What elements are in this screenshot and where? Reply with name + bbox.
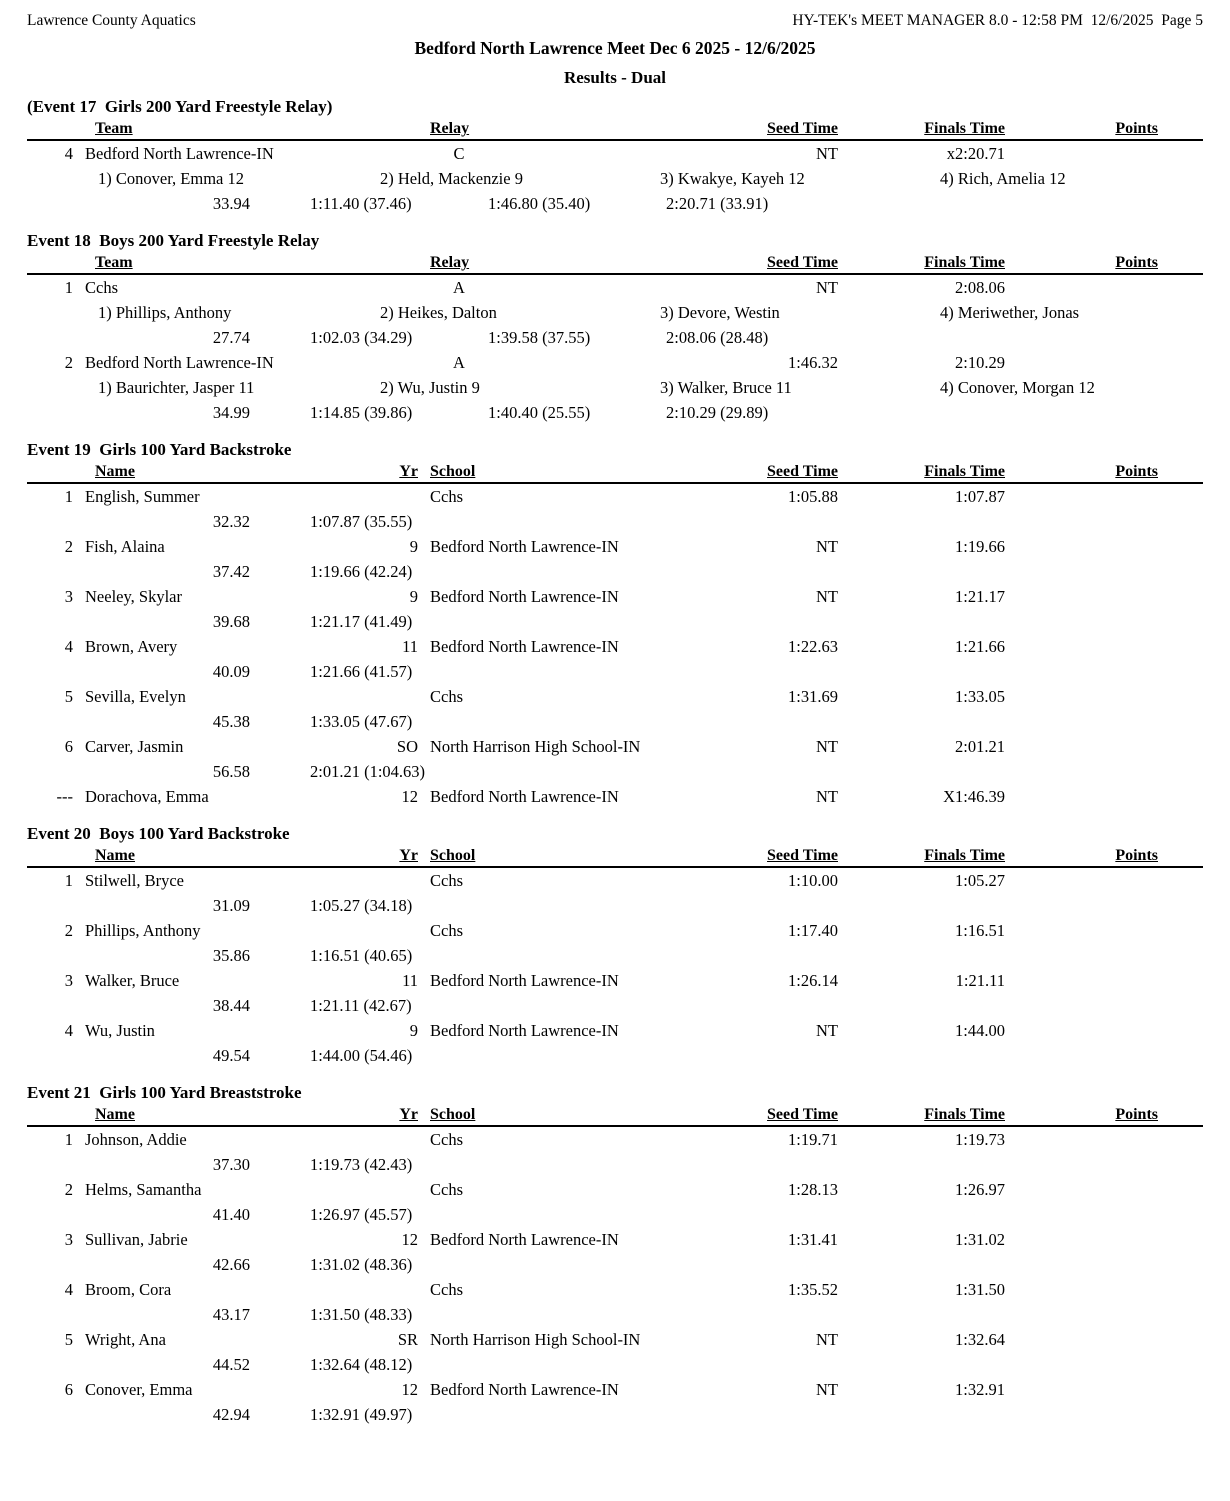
place: 1: [64, 871, 73, 890]
relay-swimmer: 1) Phillips, Anthony: [98, 303, 232, 322]
relay-swimmer: 4) Rich, Amelia 12: [940, 169, 1066, 188]
seed-time: NT: [816, 1380, 838, 1399]
result-row: [27, 484, 1203, 509]
result-row: [27, 868, 1203, 893]
school: North Harrison High School-IN: [430, 1330, 641, 1349]
finals-time: X1:46.39: [943, 787, 1005, 806]
relay-swimmer: 4) Meriwether, Jonas: [940, 303, 1080, 322]
place: 4: [64, 144, 73, 163]
seed-time: NT: [816, 144, 838, 163]
finals-time: 1:33.05: [955, 687, 1005, 706]
event-section: [27, 440, 1203, 809]
split-time: 2:10.29 (29.89): [666, 403, 769, 422]
col-header-points: Points: [1115, 1106, 1158, 1123]
col-header-points: Points: [1115, 254, 1158, 271]
year: 9: [409, 1021, 418, 1040]
school: Bedford North Lawrence-IN: [430, 1021, 619, 1040]
col-header-points: Points: [1115, 847, 1158, 864]
swimmer-name: Helms, Samantha: [85, 1180, 202, 1199]
event-section: [27, 1083, 1203, 1427]
seed-time: NT: [816, 737, 838, 756]
swimmer-name: Walker, Bruce: [85, 971, 180, 990]
split-time: 49.54: [212, 1046, 250, 1065]
result-row: [27, 1177, 1203, 1202]
col-header-team: Team: [95, 120, 133, 137]
place: 2: [64, 1180, 73, 1199]
report-generator-info: HY-TEK's MEET MANAGER 8.0 - 12:58 PM 12/6/2025 Page 5: [792, 12, 1203, 29]
place: 6: [64, 1380, 73, 1399]
split-time: 2:20.71 (33.91): [666, 194, 769, 213]
relay-swimmer: 2) Held, Mackenzie 9: [380, 169, 523, 188]
split-time: 1:19.73 (42.43): [310, 1155, 413, 1174]
seed-time: 1:46.32: [788, 353, 838, 372]
relay-swimmer: 1) Conover, Emma 12: [98, 169, 244, 188]
finals-time: 2:01.21: [955, 737, 1005, 756]
split-time: 1:07.87 (35.55): [310, 512, 413, 531]
year: 12: [401, 1230, 418, 1249]
finals-time: 1:44.00: [955, 1021, 1005, 1040]
splits-row: [27, 1202, 1203, 1227]
swimmer-name: Wright, Ana: [85, 1330, 166, 1349]
col-header-name: Name: [95, 463, 135, 480]
split-time: 37.30: [212, 1155, 250, 1174]
seed-time: NT: [816, 787, 838, 806]
split-time: 40.09: [212, 662, 250, 681]
column-header-row: [27, 117, 1203, 141]
result-row: [27, 1227, 1203, 1252]
finals-time: 1:19.66: [955, 537, 1005, 556]
relay-result-row: [27, 350, 1203, 375]
splits-row: [27, 943, 1203, 968]
finals-time: 1:31.02: [955, 1230, 1005, 1249]
place: 1: [64, 487, 73, 506]
place: 2: [64, 353, 73, 372]
relay-swimmer: 2) Heikes, Dalton: [380, 303, 497, 322]
place: 3: [64, 971, 73, 990]
finals-time: 2:10.29: [955, 353, 1005, 372]
team-name: Bedford North Lawrence-IN: [85, 144, 274, 163]
seed-time: 1:26.14: [788, 971, 838, 990]
split-time: 27.74: [212, 328, 250, 347]
team-name: Bedford North Lawrence-IN: [85, 353, 274, 372]
result-row: [27, 584, 1203, 609]
splits-row: [27, 893, 1203, 918]
splits-row: [27, 1252, 1203, 1277]
finals-time: x2:20.71: [946, 144, 1005, 163]
split-time: 45.38: [212, 712, 250, 731]
col-header-name: Name: [95, 1106, 135, 1123]
finals-time: 1:16.51: [955, 921, 1005, 940]
school: Bedford North Lawrence-IN: [430, 787, 619, 806]
results-body: [27, 97, 1203, 1427]
split-time: 32.32: [212, 512, 250, 531]
result-row: [27, 634, 1203, 659]
year: 9: [409, 587, 418, 606]
finals-time: 1:21.66: [955, 637, 1005, 656]
school: Bedford North Lawrence-IN: [430, 971, 619, 990]
column-header-row: [27, 460, 1203, 484]
result-row: [27, 968, 1203, 993]
swimmer-name: Dorachova, Emma: [85, 787, 209, 806]
school: Cchs: [430, 1130, 463, 1149]
finals-time: 1:21.11: [955, 971, 1005, 990]
team-name: Cchs: [85, 278, 118, 297]
event-title: Event 21 Girls 100 Yard Breaststroke: [27, 1083, 302, 1102]
split-time: 38.44: [212, 996, 250, 1015]
split-time: 42.94: [212, 1405, 250, 1424]
col-header-team: Team: [95, 254, 133, 271]
col-header-points: Points: [1115, 463, 1158, 480]
swimmer-name: Wu, Justin: [85, 1021, 155, 1040]
col-header-seed-time: Seed Time: [767, 120, 838, 137]
seed-time: 1:31.69: [788, 687, 838, 706]
place: 5: [64, 1330, 73, 1349]
split-time: 2:08.06 (28.48): [666, 328, 769, 347]
result-row: [27, 684, 1203, 709]
school: North Harrison High School-IN: [430, 737, 641, 756]
col-header-school: School: [430, 1106, 476, 1123]
relay-swimmers-row: [27, 166, 1203, 191]
col-header-name: Name: [95, 847, 135, 864]
event-section: [27, 824, 1203, 1068]
col-header-relay: Relay: [430, 120, 470, 137]
year: 12: [401, 1380, 418, 1399]
seed-time: 1:17.40: [788, 921, 838, 940]
col-header-school: School: [430, 463, 476, 480]
place: 2: [64, 537, 73, 556]
swimmer-name: Phillips, Anthony: [85, 921, 201, 940]
finals-time: 1:26.97: [955, 1180, 1005, 1199]
split-time: 1:05.27 (34.18): [310, 896, 413, 915]
column-header-row: [27, 844, 1203, 868]
seed-time: 1:10.00: [788, 871, 838, 890]
splits-row: [27, 659, 1203, 684]
split-time: 1:40.40 (25.55): [488, 403, 591, 422]
split-time: 1:31.50 (48.33): [310, 1305, 413, 1324]
split-time: 33.94: [212, 194, 250, 213]
event-title: Event 19 Girls 100 Yard Backstroke: [27, 440, 292, 459]
split-time: 35.86: [212, 946, 250, 965]
splits-row: [27, 1302, 1203, 1327]
col-header-relay: Relay: [430, 254, 470, 271]
seed-time: 1:31.41: [788, 1230, 838, 1249]
school: Cchs: [430, 487, 463, 506]
page-header: [27, 11, 1203, 30]
splits-row: [27, 400, 1203, 425]
school: Cchs: [430, 1180, 463, 1199]
splits-row: [27, 709, 1203, 734]
place: 2: [64, 921, 73, 940]
relay-result-row: [27, 275, 1203, 300]
split-time: 1:21.17 (41.49): [310, 612, 413, 631]
seed-time: NT: [816, 278, 838, 297]
col-header-seed-time: Seed Time: [767, 1106, 838, 1123]
finals-time: 2:08.06: [955, 278, 1005, 297]
year: SO: [396, 737, 418, 756]
result-row: [27, 1327, 1203, 1352]
split-time: 31.09: [212, 896, 250, 915]
event-title: Event 20 Boys 100 Yard Backstroke: [27, 824, 290, 843]
split-time: 1:14.85 (39.86): [310, 403, 413, 422]
event-title: Event 18 Boys 200 Yard Freestyle Relay: [27, 231, 320, 250]
swimmer-name: Johnson, Addie: [85, 1130, 187, 1149]
finals-time: 1:32.64: [955, 1330, 1005, 1349]
col-header-seed-time: Seed Time: [767, 463, 838, 480]
relay-designation: A: [453, 353, 465, 372]
relay-result-row: [27, 141, 1203, 166]
finals-time: 1:32.91: [955, 1380, 1005, 1399]
relay-swimmer: 3) Kwakye, Kayeh 12: [660, 169, 805, 188]
split-time: 42.66: [212, 1255, 250, 1274]
swimmer-name: Stilwell, Bryce: [85, 871, 184, 890]
swimmer-name: Conover, Emma: [85, 1380, 193, 1399]
finals-time: 1:05.27: [955, 871, 1005, 890]
swimmer-name: Sevilla, Evelyn: [85, 687, 186, 706]
split-time: 43.17: [212, 1305, 250, 1324]
swimmer-name: Neeley, Skylar: [85, 587, 182, 606]
place: 1: [64, 278, 73, 297]
result-row: [27, 1377, 1203, 1402]
splits-row: [27, 559, 1203, 584]
col-header-school: School: [430, 847, 476, 864]
school: Cchs: [430, 871, 463, 890]
col-header-yr: Yr: [399, 1106, 418, 1123]
split-time: 37.42: [212, 562, 250, 581]
split-time: 1:39.58 (37.55): [488, 328, 591, 347]
splits-row: [27, 759, 1203, 784]
splits-row: [27, 993, 1203, 1018]
seed-time: 1:22.63: [788, 637, 838, 656]
school: Bedford North Lawrence-IN: [430, 637, 619, 656]
event-section: [27, 231, 1203, 425]
split-time: 1:19.66 (42.24): [310, 562, 413, 581]
result-row: [27, 534, 1203, 559]
result-row: [27, 784, 1203, 809]
school: Bedford North Lawrence-IN: [430, 587, 619, 606]
seed-time: 1:28.13: [788, 1180, 838, 1199]
split-time: 1:33.05 (47.67): [310, 712, 413, 731]
result-row: [27, 734, 1203, 759]
place: 5: [64, 687, 73, 706]
relay-swimmers-row: [27, 375, 1203, 400]
col-header-points: Points: [1115, 120, 1158, 137]
seed-time: 1:35.52: [788, 1280, 838, 1299]
splits-row: [27, 1043, 1203, 1068]
split-time: 34.99: [212, 403, 250, 422]
relay-swimmer: 4) Conover, Morgan 12: [940, 378, 1095, 397]
col-header-finals-time: Finals Time: [924, 463, 1005, 480]
report-type: Results - Dual: [563, 68, 666, 87]
finals-time: 1:19.73: [955, 1130, 1005, 1149]
col-header-finals-time: Finals Time: [924, 1106, 1005, 1123]
year: 9: [409, 537, 418, 556]
splits-row: [27, 1402, 1203, 1427]
seed-time: 1:05.88: [788, 487, 838, 506]
relay-swimmer: 2) Wu, Justin 9: [380, 378, 480, 397]
swimmer-name: Broom, Cora: [85, 1280, 172, 1299]
splits-row: [27, 509, 1203, 534]
place: 6: [64, 737, 73, 756]
result-row: [27, 1018, 1203, 1043]
event-title: (Event 17 Girls 200 Yard Freestyle Relay): [27, 97, 333, 116]
finals-time: 1:07.87: [955, 487, 1005, 506]
event-section: [27, 97, 1203, 216]
year: 12: [401, 787, 418, 806]
school: Cchs: [430, 1280, 463, 1299]
host-team-name: Lawrence County Aquatics: [27, 12, 196, 29]
school: Cchs: [430, 921, 463, 940]
seed-time: NT: [816, 1021, 838, 1040]
col-header-finals-time: Finals Time: [924, 120, 1005, 137]
swimmer-name: English, Summer: [85, 487, 200, 506]
col-header-finals-time: Finals Time: [924, 254, 1005, 271]
year: 11: [402, 637, 418, 656]
splits-row: [27, 325, 1203, 350]
year: 11: [402, 971, 418, 990]
split-time: 1:21.11 (42.67): [310, 996, 412, 1015]
split-time: 39.68: [212, 612, 250, 631]
finals-time: 1:31.50: [955, 1280, 1005, 1299]
result-row: [27, 918, 1203, 943]
place: 4: [64, 637, 73, 656]
school: Bedford North Lawrence-IN: [430, 1230, 619, 1249]
relay-swimmer: 1) Baurichter, Jasper 11: [98, 378, 255, 397]
place: 3: [64, 1230, 73, 1249]
seed-time: NT: [816, 587, 838, 606]
swimmer-name: Fish, Alaina: [85, 537, 165, 556]
relay-designation: C: [453, 144, 465, 163]
splits-row: [27, 1352, 1203, 1377]
place: 4: [64, 1021, 73, 1040]
place: 1: [64, 1130, 73, 1149]
split-time: 1:21.66 (41.57): [310, 662, 413, 681]
col-header-seed-time: Seed Time: [767, 847, 838, 864]
splits-row: [27, 609, 1203, 634]
relay-designation: A: [453, 278, 465, 297]
split-time: 1:32.91 (49.97): [310, 1405, 413, 1424]
result-row: [27, 1127, 1203, 1152]
split-time: 41.40: [212, 1205, 250, 1224]
splits-row: [27, 191, 1203, 216]
finals-time: 1:21.17: [955, 587, 1005, 606]
col-header-finals-time: Finals Time: [924, 847, 1005, 864]
seed-time: NT: [816, 1330, 838, 1349]
relay-swimmer: 3) Walker, Bruce 11: [660, 378, 792, 397]
school: Cchs: [430, 687, 463, 706]
split-time: 1:44.00 (54.46): [310, 1046, 413, 1065]
split-time: 1:26.97 (45.57): [310, 1205, 413, 1224]
split-time: 1:31.02 (48.36): [310, 1255, 413, 1274]
relay-swimmers-row: [27, 300, 1203, 325]
split-time: 56.58: [212, 762, 250, 781]
col-header-seed-time: Seed Time: [767, 254, 838, 271]
col-header-yr: Yr: [399, 847, 418, 864]
split-time: 2:01.21 (1:04.63): [310, 762, 426, 781]
swimmer-name: Sullivan, Jabrie: [85, 1230, 188, 1249]
split-time: 1:16.51 (40.65): [310, 946, 413, 965]
place: 3: [64, 587, 73, 606]
relay-swimmer: 3) Devore, Westin: [660, 303, 780, 322]
column-header-row: [27, 251, 1203, 275]
place: ---: [56, 787, 73, 806]
splits-row: [27, 1152, 1203, 1177]
split-time: 1:32.64 (48.12): [310, 1355, 413, 1374]
swimmer-name: Brown, Avery: [85, 637, 178, 656]
col-header-yr: Yr: [399, 463, 418, 480]
year: SR: [397, 1330, 418, 1349]
seed-time: 1:19.71: [788, 1130, 838, 1149]
split-time: 44.52: [212, 1355, 250, 1374]
split-time: 1:46.80 (35.40): [488, 194, 591, 213]
swimmer-name: Carver, Jasmin: [85, 737, 184, 756]
school: Bedford North Lawrence-IN: [430, 1380, 619, 1399]
split-time: 1:02.03 (34.29): [310, 328, 413, 347]
seed-time: NT: [816, 537, 838, 556]
result-row: [27, 1277, 1203, 1302]
split-time: 1:11.40 (37.46): [310, 194, 412, 213]
meet-title: Bedford North Lawrence Meet Dec 6 2025 - 12/6/2025: [414, 38, 816, 58]
school: Bedford North Lawrence-IN: [430, 537, 619, 556]
place: 4: [64, 1280, 73, 1299]
column-header-row: [27, 1103, 1203, 1127]
